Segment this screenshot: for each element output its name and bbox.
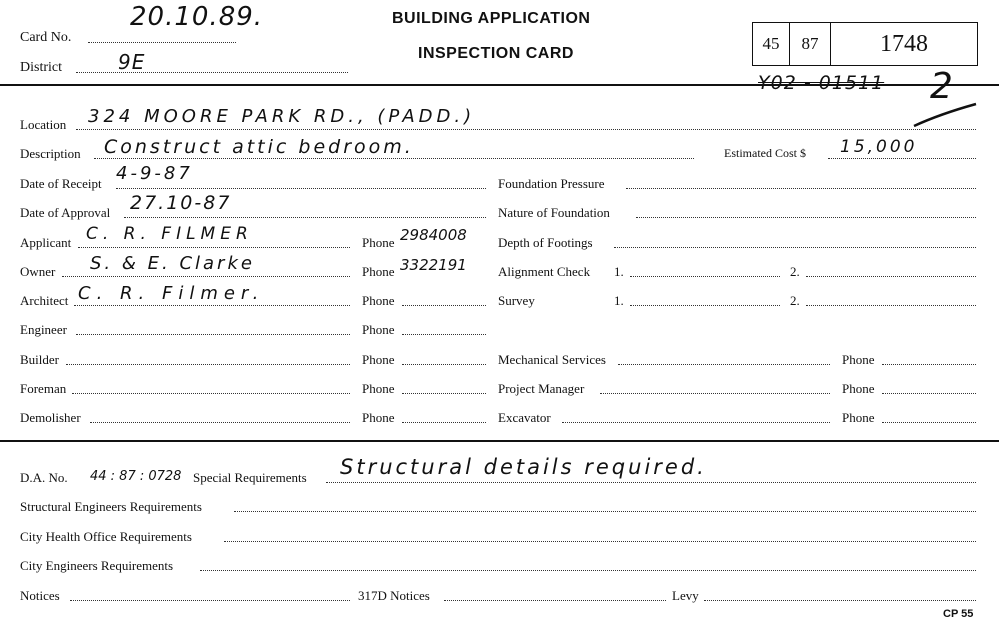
applicant-label: Applicant — [20, 235, 72, 250]
architect-phone-label: Phone — [362, 293, 395, 308]
notices-317d-label: 317D Notices — [358, 588, 430, 603]
survey-line1 — [630, 305, 780, 306]
builder-phone-line — [402, 364, 486, 365]
location-line — [76, 129, 976, 130]
architect-phone-line — [402, 305, 486, 306]
project-manager-line — [600, 393, 830, 394]
excavator-line — [562, 422, 830, 423]
alignment-check-line1 — [630, 276, 780, 277]
description-value: Construct attic bedroom. — [104, 136, 414, 158]
structural-engineers-label: Structural Engineers Requirements — [20, 499, 202, 514]
excavator-phone-line — [882, 422, 976, 423]
alignment-check-label: Alignment Check — [498, 264, 591, 279]
mechanical-services-label: Mechanical Services — [498, 352, 606, 367]
date-of-receipt-label: Date of Receipt — [20, 176, 102, 191]
foreman-label: Foreman — [20, 381, 67, 396]
date-of-approval-value: 27.10-87 — [130, 192, 232, 214]
levy-label: Levy — [672, 588, 699, 603]
demolisher-line — [90, 422, 350, 423]
architect-label: Architect — [20, 293, 69, 308]
foreman-line — [72, 393, 350, 394]
reference-underline — [910, 100, 980, 130]
date-of-receipt-value: 4-9-87 — [116, 163, 193, 184]
levy-line — [704, 600, 976, 601]
excavator-phone-label: Phone — [842, 410, 875, 425]
alignment-check-line2 — [806, 276, 976, 277]
project-manager-label: Project Manager — [498, 381, 585, 396]
project-manager-phone-line — [882, 393, 976, 394]
owner-label: Owner — [20, 264, 56, 279]
da-no-value: 44 : 87 : 0728 — [90, 469, 182, 484]
project-manager-phone-label: Phone — [842, 381, 875, 396]
district-line — [76, 72, 348, 73]
city-health-label: City Health Office Requirements — [20, 529, 192, 544]
owner-value: S. & E. Clarke — [90, 253, 255, 274]
nature-of-foundation-label: Nature of Foundation — [498, 205, 610, 220]
form-code: CP 55 — [943, 608, 974, 620]
date-of-receipt-line — [116, 188, 486, 189]
depth-of-footings-line — [614, 247, 976, 248]
engineer-line — [76, 334, 350, 335]
mechanical-services-phone-line — [882, 364, 976, 365]
location-label: Location — [20, 117, 67, 132]
demolisher-phone-label: Phone — [362, 410, 395, 425]
survey-num1: 1. — [614, 293, 624, 308]
number-box-3: 1748 — [830, 22, 978, 66]
structural-engineers-line — [234, 511, 976, 512]
description-line — [94, 158, 694, 159]
estimated-cost-label: Estimated Cost $ — [724, 146, 806, 160]
applicant-value: C. R. FILMER — [86, 224, 253, 244]
number-box-1: 45 — [752, 22, 790, 66]
owner-phone-label: Phone — [362, 264, 395, 279]
architect-value: C. R. Filmer. — [78, 283, 265, 304]
notices-label: Notices — [20, 588, 60, 603]
card-no-label: Card No. — [20, 30, 72, 45]
district-label: District — [20, 60, 62, 75]
engineer-phone-label: Phone — [362, 322, 395, 337]
engineer-label: Engineer — [20, 322, 67, 337]
reference-number: Y02 - 01511 — [758, 72, 885, 94]
special-requirements-line — [326, 482, 976, 483]
depth-of-footings-label: Depth of Footings — [498, 235, 593, 250]
card-no-line — [88, 42, 236, 43]
survey-line2 — [806, 305, 976, 306]
mechanical-services-phone-label: Phone — [842, 352, 875, 367]
foreman-phone-label: Phone — [362, 381, 395, 396]
foreman-phone-line — [402, 393, 486, 394]
middle-divider — [0, 440, 999, 442]
builder-phone-label: Phone — [362, 352, 395, 367]
demolisher-phone-line — [402, 422, 486, 423]
builder-label: Builder — [20, 352, 59, 367]
excavator-label: Excavator — [498, 410, 551, 425]
city-engineers-line — [200, 570, 976, 571]
demolisher-label: Demolisher — [20, 410, 81, 425]
header-divider — [0, 84, 999, 86]
location-value: 324 MOORE PARK RD., (PADD.) — [88, 106, 476, 127]
nature-of-foundation-line — [636, 217, 976, 218]
engineer-phone-line — [402, 334, 486, 335]
page-title: BUILDING APPLICATION — [392, 10, 591, 27]
da-no-label: D.A. No. — [20, 470, 68, 485]
applicant-phone-value: 2984008 — [400, 226, 467, 244]
page-subtitle: INSPECTION CARD — [418, 45, 574, 62]
foundation-pressure-label: Foundation Pressure — [498, 176, 605, 191]
applicant-phone-label: Phone — [362, 235, 395, 250]
notices-317d-line — [444, 600, 666, 601]
owner-phone-value: 3322191 — [400, 256, 467, 274]
notices-line — [70, 600, 350, 601]
mechanical-services-line — [618, 364, 830, 365]
reference-suffix: 2 — [930, 66, 954, 107]
applicant-line — [78, 247, 350, 248]
estimated-cost-value: 15,000 — [840, 137, 918, 157]
survey-label: Survey — [498, 293, 535, 308]
alignment-check-num2: 2. — [790, 264, 800, 279]
survey-num2: 2. — [790, 293, 800, 308]
foundation-pressure-line — [626, 188, 976, 189]
date-of-approval-label: Date of Approval — [20, 205, 111, 220]
number-box-2: 87 — [789, 22, 831, 66]
architect-line — [74, 305, 350, 306]
alignment-check-num1: 1. — [614, 264, 624, 279]
special-requirements-label: Special Requirements — [193, 470, 307, 485]
owner-line — [62, 276, 350, 277]
date-of-approval-line — [124, 217, 486, 218]
estimated-cost-line — [828, 158, 976, 159]
city-engineers-label: City Engineers Requirements — [20, 558, 174, 573]
card-no-value: 20.10.89. — [130, 2, 264, 32]
builder-line — [66, 364, 350, 365]
special-requirements-value: Structural details required. — [340, 455, 707, 479]
district-value: 9E — [118, 50, 146, 74]
city-health-line — [224, 541, 976, 542]
description-label: Description — [20, 146, 81, 161]
